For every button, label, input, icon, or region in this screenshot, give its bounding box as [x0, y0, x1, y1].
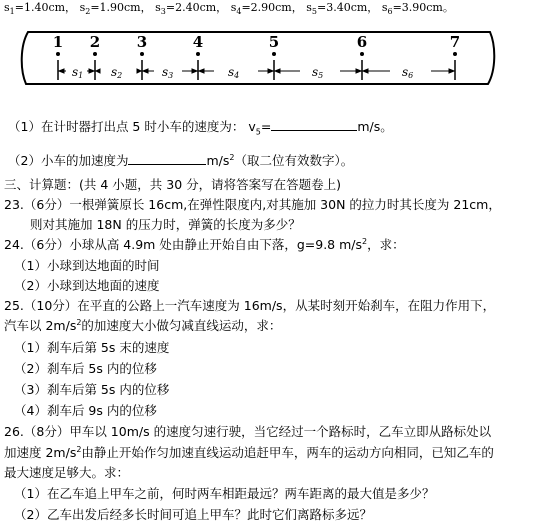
- point-label-6: 6: [356, 33, 368, 51]
- tape-dot-2: [93, 52, 97, 56]
- question-2-unit: m/s: [206, 153, 230, 168]
- question-2-tail: （取二位有效数字）。: [234, 153, 354, 168]
- question-2-text: （2）小车的加速度为: [8, 153, 129, 168]
- question-1: [8, 118, 393, 135]
- tape-dot-4: [196, 52, 200, 56]
- segment-label-s6: s6: [402, 65, 414, 80]
- point-label-4: 4: [192, 33, 204, 51]
- problem-26-line-1: 26.（8分）甲车以 10m/s 的速度匀速行驶，当它经过一个路标时，乙车立即从路标处以: [4, 424, 492, 439]
- point-label-1: 1: [52, 33, 64, 51]
- point-label-5: 5: [268, 33, 280, 51]
- problem-26-item-1: （1）在乙车追上甲车之前，何时两车相距最远？两车距离的最大值是多少？: [14, 486, 435, 501]
- question-1-text: （1）在计时器打出点 5 时小车的速度为： v: [8, 119, 256, 134]
- question-1-subscript: 5: [255, 127, 261, 137]
- problem-26-item-2: （2）乙车出发后经多长时间可追上甲车？此时它们离路标多远？: [14, 507, 372, 522]
- point-label-2: 2: [89, 33, 101, 51]
- point-label-3: 3: [136, 33, 148, 51]
- point-label-7: 7: [449, 33, 461, 51]
- measurement-s4: $s_4=2.90cm$，: [230, 1, 303, 17]
- segment-label-s5: s5: [312, 65, 324, 80]
- problem-23-line-1: 23.（6分）一根弹簧原长 16cm,在弹性限度内,对其施加 30N 的拉力时其长度为 21cm，: [4, 197, 501, 212]
- question-2: （2）小车的加速度为 $m/s^2$（取二位有效数字）。: [8, 152, 354, 168]
- section-3-heading: 三、计算题：(共 4 小题，共 30 分，请将答案写在答题卷上): [4, 177, 342, 192]
- tape-dot-1: [56, 52, 60, 56]
- question-1-equals: =: [260, 119, 272, 134]
- problem-24-item-1: （1）小球到达地面的时间: [14, 258, 160, 273]
- question-1-unit: m/s。: [357, 119, 393, 134]
- problem-25-item-3: （3）刹车后第 5s 内的位移: [14, 382, 170, 397]
- tape-dot-5: [272, 52, 276, 56]
- problem-25-line-1: 25.（10分）在平直的公路上一汽车速度为 16m/s，从某时刻开始刹车，在阻力作用下，: [4, 298, 496, 313]
- measurements-line: [4, 0, 454, 16]
- segment-label-s3: s3: [162, 65, 174, 80]
- problem-25-item-1: （1）刹车后第 5s 末的速度: [14, 340, 170, 355]
- problem-24-header: 24.（6分）小球从高 4.9m 处由静止开始自由下落，g=9.8 $m/s^2$，求：: [4, 236, 405, 252]
- measurement-s2: $s_2=1.90cm$，: [79, 1, 152, 17]
- answer-blank-1[interactable]: [271, 118, 357, 131]
- problem-25-item-2: （2）刹车后 5s 内的位移: [14, 361, 157, 376]
- tape-dot-6: [360, 52, 364, 56]
- segment-label-s4: s4: [228, 65, 240, 80]
- measurement-s1: $s_1=1.40cm$，: [4, 1, 77, 17]
- tape-dot-3: [140, 52, 144, 56]
- segment-label-s2: s2: [111, 65, 123, 80]
- problem-26-line-3: 最大速度足够大。求：: [4, 465, 130, 480]
- measurement-s6: $s_6=3.90cm$。: [381, 1, 454, 17]
- problem-24-item-2: （2）小球到达地面的速度: [14, 278, 160, 293]
- ticker-tape-figure: [18, 26, 496, 88]
- answer-blank-2[interactable]: [128, 152, 206, 165]
- tape-dot-7: [453, 52, 457, 56]
- problem-26-line-2: 加速度 $2m/s^2$由静止开始作匀加速直线运动追赶甲车，两车的运动方向相同，已知乙车的: [4, 444, 494, 460]
- measurement-s5: $s_5=3.40cm$，: [306, 1, 379, 17]
- problem-25-item-4: （4）刹车后 9s 内的位移: [14, 403, 157, 418]
- measurement-s3: $s_3=2.40cm$，: [155, 1, 228, 17]
- problem-25-line-2: 汽车以 $2m/s^2$的加速度大小做匀减直线运动，求：: [4, 317, 282, 333]
- segment-label-s1: s1: [72, 65, 84, 80]
- problem-23-line-2: 则对其施加 18N 的压力时，弹簧的长度为多少？: [30, 217, 301, 232]
